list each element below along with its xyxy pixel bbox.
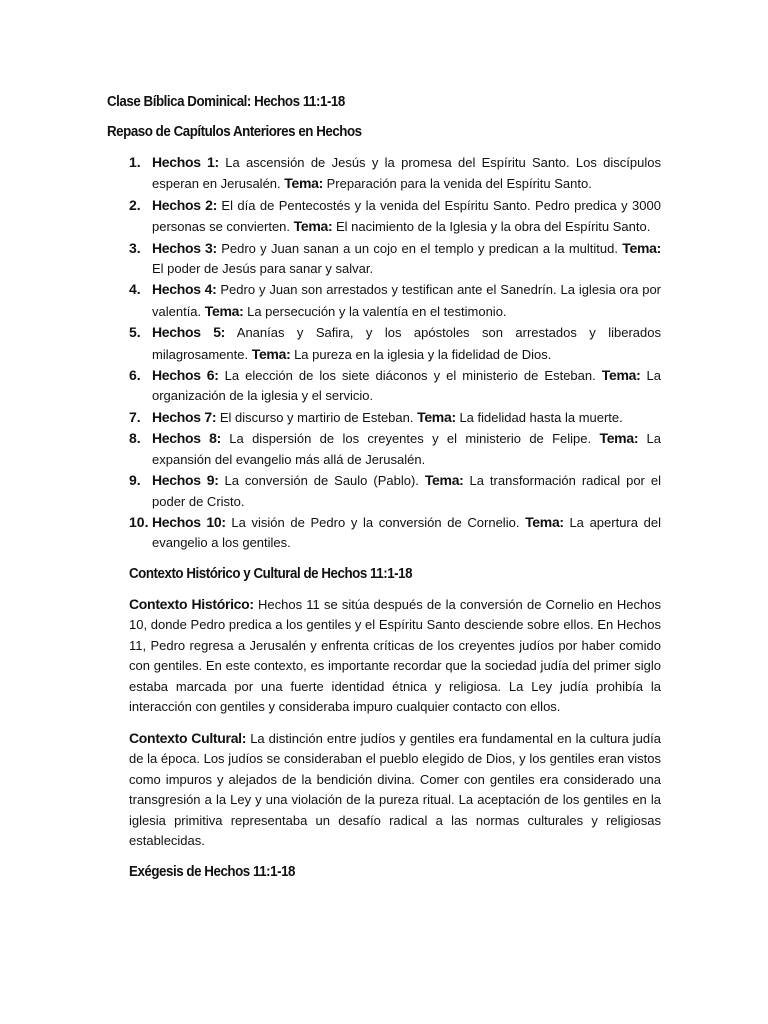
chapter-summary: El discurso y martirio de Esteban. [219, 409, 414, 425]
historical-context-paragraph [129, 594, 661, 718]
chapter-theme: El nacimiento de la Iglesia y la obra del Espíritu Santo. [335, 219, 651, 235]
chapter-name: Hechos 6: [152, 367, 219, 384]
chapter-theme-label: Tema: [284, 175, 323, 192]
historical-context-label: Contexto Histórico: [129, 595, 254, 612]
chapter-item [129, 195, 661, 238]
chapter-number: 2. [129, 196, 141, 213]
chapter-theme-label: Tema: [601, 367, 641, 384]
chapter-number: 7. [129, 408, 141, 425]
chapter-number: 8. [129, 430, 141, 447]
chapter-theme: La apertura del evangelio a los gentiles. [152, 514, 661, 551]
chapter-theme: La pureza en la iglesia y la fidelidad de Dios. [294, 346, 552, 362]
document-title: Clase Bíblica Dominical: Hechos 11:1-18 [107, 94, 345, 110]
chapter-theme: La fidelidad hasta la muerte. [459, 409, 623, 425]
chapter-item [129, 407, 661, 428]
chapter-name: Hechos 3: [152, 239, 217, 256]
chapter-number: 9. [129, 472, 141, 489]
chapter-summary: Pedro y Juan sanan a un cojo en el templo y predican a la multitud. [221, 240, 618, 256]
chapter-theme: La transformación radical por el poder de Cristo. [152, 473, 661, 509]
chapter-name: Hechos 1: [152, 154, 219, 170]
chapter-item [129, 279, 662, 322]
chapter-item [129, 470, 661, 512]
chapter-name: Hechos 2: [152, 196, 218, 213]
chapter-theme-label: Tema: [525, 513, 564, 530]
chapter-name: Hechos 7: [152, 408, 217, 425]
chapter-item [129, 365, 661, 407]
chapter-item [129, 152, 661, 195]
chapter-theme-label: Tema: [251, 345, 291, 362]
context-section [107, 564, 661, 882]
chapter-number: 6. [129, 367, 141, 384]
chapter-name: Hechos 5: [152, 324, 226, 341]
chapter-summary: La elección de los siete diáconos y el ministerio de Esteban. [224, 368, 596, 384]
chapter-item [129, 322, 661, 365]
chapter-name: Hechos 9: [152, 472, 219, 489]
chapter-number: 5. [129, 324, 141, 341]
chapter-summary: Ananías y Safira, y los apóstoles son arrestados y liberados milagrosamente. [152, 325, 661, 362]
chapter-theme-label: Tema: [599, 430, 639, 447]
chapter-number: 4. [129, 281, 141, 298]
historical-context-text: Hechos 11 se sitúa después de la conversión de Cornelio en Hechos 10, donde Pedro predica a los gentiles y el Espíritu Santo desciende sobre ellos. En Hechos 11, Pedro regresa a Jerusalén y enfrenta críticas de los creyentes judíos por haber comido con gentiles. En este contexto, es importante recordar que la sociedad judía del primer siglo estaba marcada por una fuerte identidad étnica y religiosa. La Ley judía prohibía la interacción con gentiles y consideraba impuro cualquier contacto con ellos. [129, 596, 661, 715]
chapter-theme-label: Tema: [417, 408, 456, 425]
chapter-name: Hechos 10: [152, 513, 226, 530]
chapter-name: Hechos 8: [152, 430, 221, 447]
chapter-theme: La organización de la iglesia y el servicio. [152, 368, 661, 404]
exegesis-heading: Exégesis de Hechos 11:1-18 [129, 863, 296, 880]
review-heading: Repaso de Capítulos Anteriores en Hechos [107, 124, 362, 140]
cultural-context-text: La distinción entre judíos y gentiles era fundamental en la cultura judía de la época. Los judíos se consideraban el pueblo elegido de Dios, y los gentiles eran vistos como impuros y alejados de la bendición divina. Comer con gentiles era considerado una transgresión a la Ley y una violación de la pureza ritual. La aceptación de los gentiles en la iglesia primitiva representaba un desafío radical a las normas culturales y religiosas establecidas. [129, 730, 661, 849]
chapter-item [129, 428, 661, 470]
chapter-number: 10. [129, 513, 149, 530]
cultural-context-paragraph [129, 728, 661, 852]
chapter-summary: Pedro y Juan son arrestados y testifican ante el Sanedrín. La iglesia ora por valentía. [152, 282, 662, 319]
chapter-summary: La dispersión de los creyentes y el ministerio de Felipe. [229, 431, 592, 447]
chapter-number: 1. [129, 154, 141, 170]
chapter-theme-label: Tema: [424, 472, 464, 489]
chapter-theme: Preparación para la venida del Espíritu Santo. [326, 176, 592, 192]
chapter-item [129, 512, 661, 554]
chapter-theme-label: Tema: [293, 218, 333, 235]
chapter-summary: La ascensión de Jesús y la promesa del Espíritu Santo. Los discípulos esperan en Jerusalén. [152, 155, 661, 192]
chapter-number: 3. [129, 239, 141, 256]
chapter-summary: El día de Pentecostés y la venida del Espíritu Santo. Pedro predica y 3000 personas se convierten. [152, 197, 661, 235]
chapter-summary: La conversión de Saulo (Pablo). [224, 473, 419, 489]
chapter-item [129, 238, 661, 280]
chapter-summary: La visión de Pedro y la conversión de Cornelio. [231, 514, 520, 530]
chapter-name: Hechos 4: [152, 281, 217, 298]
chapter-theme: La persecución y la valentía en el testimonio. [247, 303, 507, 319]
chapter-theme-label: Tema: [622, 239, 661, 256]
context-heading: Contexto Histórico y Cultural de Hechos 11:1-18 [129, 565, 413, 582]
chapters-list [107, 152, 661, 554]
cultural-context-label: Contexto Cultural: [129, 729, 247, 746]
chapter-theme: El poder de Jesús para sanar y salvar. [152, 261, 374, 277]
chapter-theme-label: Tema: [204, 302, 244, 319]
chapter-theme: La expansión del evangelio más allá de Jerusalén. [152, 431, 661, 467]
